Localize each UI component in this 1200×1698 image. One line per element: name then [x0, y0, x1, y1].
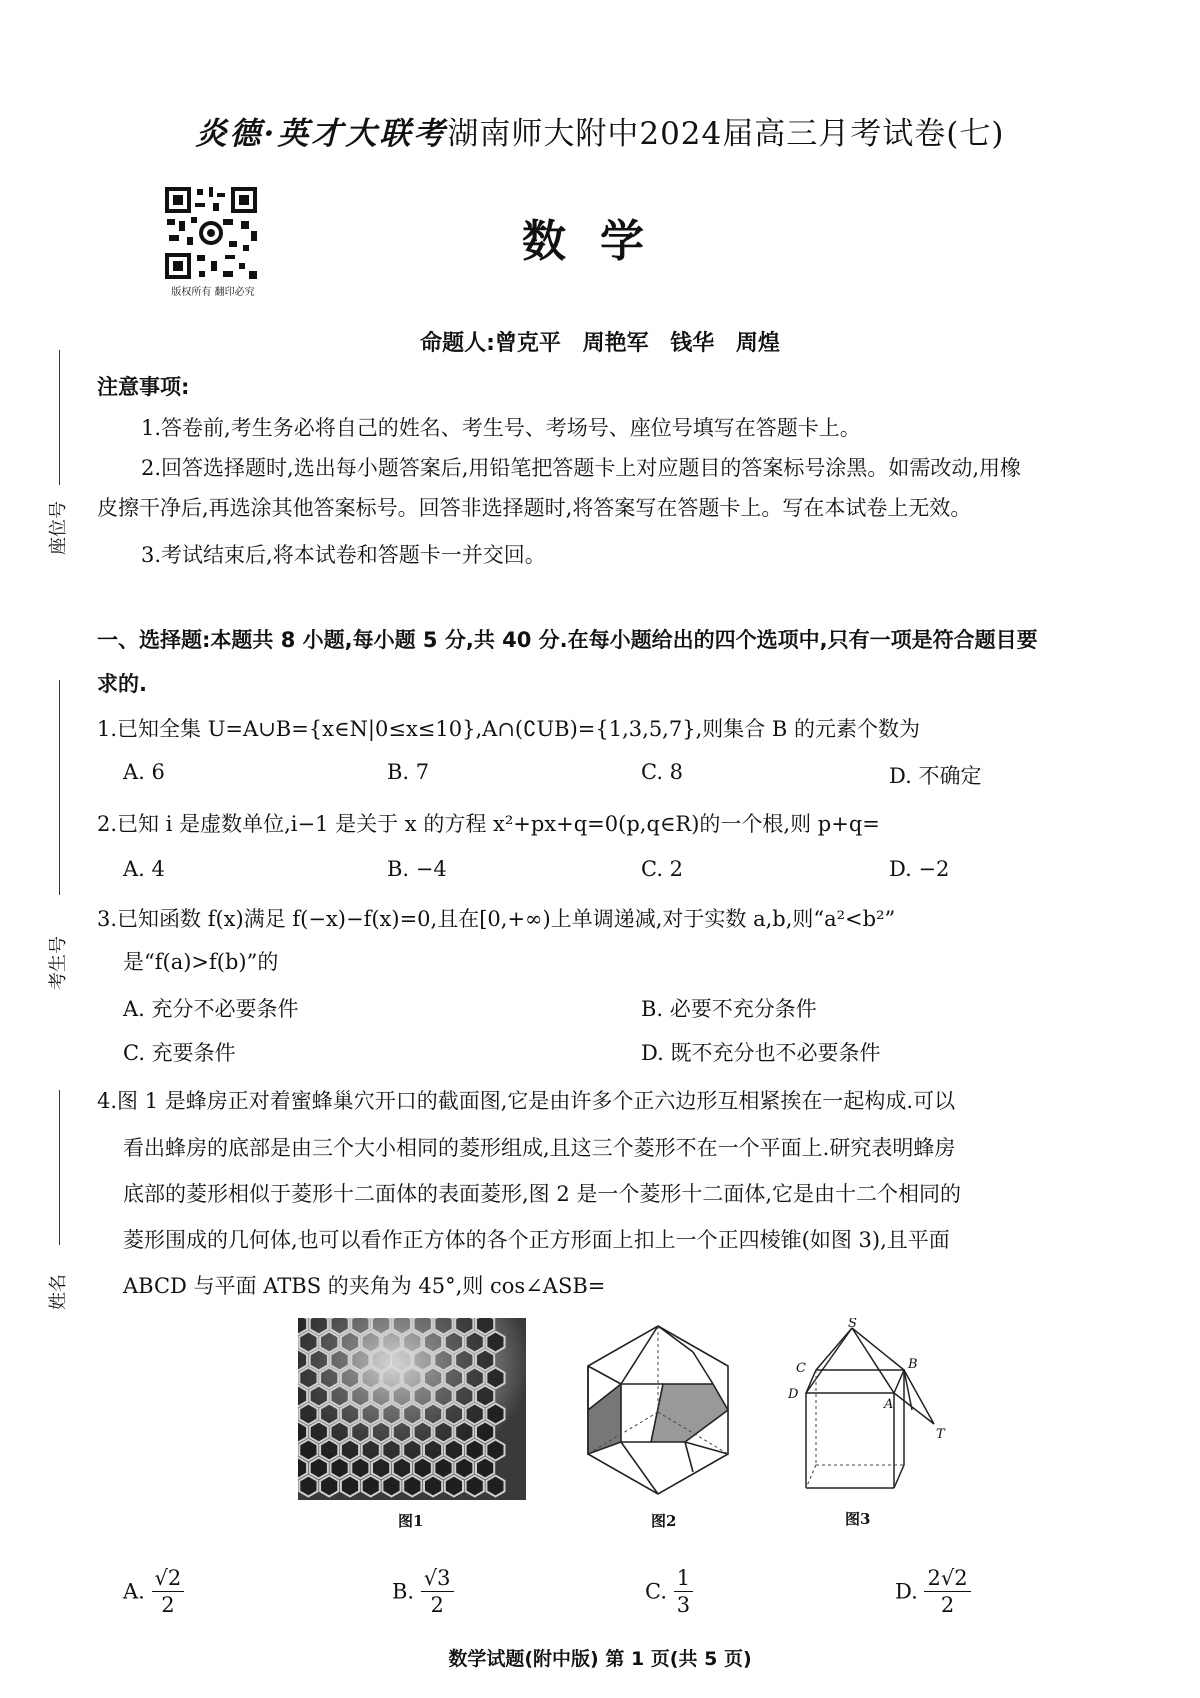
notice-item-1: 1.答卷前,考生务必将自己的姓名、考生号、考场号、座位号填写在答题卡上。: [141, 416, 861, 440]
honeycomb-cell: [351, 1458, 369, 1479]
honeycomb-cell: [466, 1440, 484, 1461]
seat-fill-line: [59, 350, 60, 485]
q4-line-4: 菱形围成的几何体,也可以看作正方体的各个正方形面上扣上一个正四棱锥(如图 3),且平面: [123, 1228, 950, 1252]
q2-stem: 2.已知 i 是虚数单位,i−1 是关于 x 的方程 x²+px+q=0(p,q∈R)的一个根,则 p+q=: [97, 812, 880, 836]
q4-line-5: ABCD 与平面 ATBS 的夹角为 45°,则 cos∠ASB=: [123, 1274, 606, 1298]
honeycomb-cell: [320, 1476, 338, 1497]
q4-line-2: 看出蜂房的底部是由三个大小相同的菱形组成,且这三个菱形不在一个平面上.研究表明蜂房: [123, 1136, 956, 1160]
honeycomb-cell: [393, 1422, 411, 1443]
q3-option-d: D. 既不充分也不必要条件: [641, 1041, 881, 1065]
honeycomb-cell: [382, 1368, 400, 1389]
honeycomb-cell: [310, 1350, 328, 1371]
honeycomb-cell: [299, 1368, 317, 1389]
honeycomb-cell: [476, 1422, 494, 1443]
fig3-label-t: T: [936, 1427, 945, 1442]
q4-option-c: [645, 1565, 693, 1618]
section-1-heading-b: 求的.: [97, 672, 147, 696]
q4-option-b-den: 2: [430, 1593, 444, 1617]
honeycomb-cell: [351, 1350, 369, 1371]
honeycomb-cell: [393, 1458, 411, 1479]
honeycomb-cell: [414, 1422, 432, 1443]
honeycomb-cell: [455, 1350, 473, 1371]
page-footer: 数学试题(附中版) 第 1 页(共 5 页): [448, 1648, 752, 1670]
q4-option-c-fraction: [674, 1565, 693, 1618]
honeycomb-cell: [486, 1368, 504, 1389]
q3-option-c: C. 充要条件: [123, 1041, 236, 1065]
figure-1-caption: 图1: [398, 1512, 424, 1530]
honeycomb-cell: [445, 1476, 463, 1497]
honeycomb-cell: [434, 1386, 452, 1407]
honeycomb-cell: [362, 1476, 380, 1497]
honeycomb-cell: [403, 1368, 421, 1389]
section-1-heading-a: 一、选择题:本题共 8 小题,每小题 5 分,共 40 分.在每小题给出的四个选项中,只有一项是符合题目要: [97, 628, 1038, 652]
q4-option-a-den: 2: [161, 1593, 175, 1617]
q2-option-c: C. 2: [641, 857, 684, 881]
honeycomb-cell: [362, 1332, 380, 1353]
q2-option-a: A. 4: [123, 857, 165, 881]
figure-3-caption: 图3: [845, 1510, 871, 1528]
honeycomb-cell: [382, 1440, 400, 1461]
honeycomb-cell: [372, 1422, 390, 1443]
honeycomb-cell: [382, 1476, 400, 1497]
honeycomb-cell: [424, 1368, 442, 1389]
exam-title: [0, 108, 1200, 153]
honeycomb-cell: [445, 1404, 463, 1425]
honeycomb-cell: [299, 1404, 317, 1425]
q4-option-a-letter: A.: [123, 1579, 145, 1604]
honeycomb-cell: [310, 1422, 328, 1443]
honeycomb-cell: [414, 1386, 432, 1407]
q4-option-d-fraction: [924, 1565, 970, 1618]
q3-option-a: A. 充分不必要条件: [123, 997, 299, 1021]
q4-option-d-letter: D.: [895, 1579, 918, 1604]
fig3-label-b: B: [908, 1357, 918, 1372]
q4-option-d-num: 2√2: [924, 1565, 970, 1592]
q3-option-b: B. 必要不充分条件: [641, 997, 817, 1021]
honeycomb-cell: [331, 1422, 349, 1443]
honeycomb-cell: [331, 1350, 349, 1371]
honeycomb-cell: [424, 1404, 442, 1425]
honeycomb-cell: [320, 1332, 338, 1353]
honeycomb-cell: [372, 1350, 390, 1371]
name-label: 姓名: [48, 1274, 69, 1310]
q4-option-b-num: √3: [421, 1565, 454, 1592]
q1-option-d: D. 不确定: [889, 764, 982, 788]
honeycomb-cell: [455, 1458, 473, 1479]
q1-option-a: A. 6: [123, 760, 165, 784]
honeycomb-cell: [486, 1404, 504, 1425]
honeycomb-cell: [466, 1476, 484, 1497]
honeycomb-cell: [362, 1404, 380, 1425]
q4-option-b: [392, 1565, 454, 1618]
q4-option-a-num: √2: [152, 1565, 185, 1592]
q2-option-d: D. −2: [889, 857, 950, 881]
honeycomb-cell: [434, 1422, 452, 1443]
figure-1-honeycomb: [298, 1318, 526, 1500]
q3-stem-b: 是“f(a)>f(b)”的: [123, 950, 279, 974]
honeycomb-cell: [382, 1404, 400, 1425]
fig3-label-c: C: [796, 1361, 806, 1376]
honeycomb-cell: [476, 1386, 494, 1407]
honeycomb-cell: [424, 1332, 442, 1353]
notice-item-3: 3.考试结束后,将本试卷和答题卡一并交回。: [141, 543, 546, 567]
q4-option-d-den: 2: [940, 1593, 955, 1617]
honeycomb-cell: [341, 1476, 359, 1497]
honeycomb-cell: [434, 1350, 452, 1371]
q4-option-a-fraction: [152, 1565, 185, 1618]
name-fill-line: [59, 1090, 60, 1245]
honeycomb-cell: [372, 1458, 390, 1479]
qr-caption: 版权所有 翻印必究: [171, 287, 255, 298]
figure-2-rhombic-dodecahedron: [573, 1322, 743, 1498]
q1-stem: 1.已知全集 U=A∪B={x∈N|0≤x≤10},A∩(∁UB)={1,3,5,7},则集合 B 的元素个数为: [97, 717, 921, 741]
honeycomb-cell: [424, 1476, 442, 1497]
honeycomb-cell: [403, 1404, 421, 1425]
honeycomb-cell: [414, 1350, 432, 1371]
authors-line: 命题人:曾克平 周艳军 钱华 周煌: [420, 331, 780, 356]
honeycomb-cell: [351, 1386, 369, 1407]
exam-no-label: 考生号: [48, 936, 69, 990]
honeycomb-cell: [341, 1332, 359, 1353]
honeycomb-cell: [424, 1440, 442, 1461]
notice-heading: 注意事项:: [97, 375, 190, 399]
exam-no-fill-line: [59, 680, 60, 895]
honeycomb-cell: [331, 1458, 349, 1479]
honeycomb-cell: [331, 1386, 349, 1407]
q3-stem-a: 3.已知函数 f(x)满足 f(−x)−f(x)=0,且在[0,+∞)上单调递减,对于实数 a,b,则“a²<b²”: [97, 907, 896, 931]
exam-brand: 炎德·英才大联考: [195, 116, 448, 152]
q4-option-b-fraction: [421, 1565, 454, 1618]
honeycomb-cell: [486, 1332, 504, 1353]
q4-option-d: [895, 1565, 971, 1618]
honeycomb-cell: [403, 1440, 421, 1461]
honeycomb-cell: [393, 1386, 411, 1407]
honeycomb-cell: [466, 1332, 484, 1353]
honeycomb-cell: [455, 1422, 473, 1443]
q4-option-c-letter: C.: [645, 1579, 667, 1604]
q1-option-c: C. 8: [641, 760, 684, 784]
notice-item-2a: 2.回答选择题时,选出每小题答案后,用铅笔把答题卡上对应题目的答案标号涂黑。如需改动,用橡: [141, 456, 1022, 480]
honeycomb-cell: [299, 1332, 317, 1353]
q4-option-c-den: 3: [676, 1593, 691, 1617]
honeycomb-cell: [486, 1476, 504, 1497]
q1-option-b: B. 7: [387, 760, 430, 784]
honeycomb-cell: [403, 1332, 421, 1353]
honeycomb-cell: [341, 1368, 359, 1389]
subject-title: 数学: [522, 216, 678, 267]
fig3-label-s: S: [848, 1318, 857, 1331]
honeycomb-cell: [299, 1440, 317, 1461]
q4-option-b-letter: B.: [392, 1579, 415, 1604]
notice-item-2b: 皮擦干净后,再选涂其他答案标号。回答非选择题时,将答案写在答题卡上。写在本试卷上无效。: [97, 496, 972, 520]
honeycomb-cell: [414, 1458, 432, 1479]
honeycomb-cell: [320, 1404, 338, 1425]
honeycomb-cell: [434, 1458, 452, 1479]
honeycomb-cell: [382, 1332, 400, 1353]
honeycomb-cell: [310, 1386, 328, 1407]
honeycomb-cell: [341, 1404, 359, 1425]
honeycomb-cell: [362, 1368, 380, 1389]
honeycomb-cell: [445, 1440, 463, 1461]
q4-line-3: 底部的菱形相似于菱形十二面体的表面菱形,图 2 是一个菱形十二面体,它是由十二个相同的: [123, 1182, 962, 1206]
honeycomb-cell: [341, 1440, 359, 1461]
honeycomb-cell: [372, 1386, 390, 1407]
honeycomb-cell: [445, 1332, 463, 1353]
q4-option-a: [123, 1565, 184, 1618]
honeycomb-cell: [486, 1440, 504, 1461]
honeycomb-cell: [445, 1368, 463, 1389]
honeycomb-cell: [455, 1386, 473, 1407]
honeycomb-cell: [466, 1404, 484, 1425]
honeycomb-cell: [466, 1368, 484, 1389]
figure-2-caption: 图2: [651, 1512, 677, 1530]
seat-label: 座位号: [48, 501, 69, 555]
honeycomb-cell: [299, 1476, 317, 1497]
honeycomb-cell: [393, 1350, 411, 1371]
honeycomb-cell: [320, 1440, 338, 1461]
figure-3-cube-pyramid: [784, 1318, 964, 1498]
fig3-label-a: A: [884, 1397, 894, 1412]
q4-line-1: 4.图 1 是蜂房正对着蜜蜂巢穴开口的截面图,它是由许多个正六边形互相紧挨在一起构成.可以: [97, 1089, 956, 1113]
exam-title-text: 湖南师大附中2024届高三月考试卷(七): [447, 116, 1005, 152]
honeycomb-cell: [320, 1368, 338, 1389]
honeycomb-cell: [362, 1440, 380, 1461]
fig3-label-d: D: [788, 1387, 799, 1402]
honeycomb-cell: [310, 1458, 328, 1479]
honeycomb-cell: [403, 1476, 421, 1497]
q2-option-b: B. −4: [387, 857, 447, 881]
honeycomb-cell: [476, 1350, 494, 1371]
honeycomb-cell: [351, 1422, 369, 1443]
q4-option-c-num: 1: [674, 1565, 693, 1592]
honeycomb-cell: [476, 1458, 494, 1479]
